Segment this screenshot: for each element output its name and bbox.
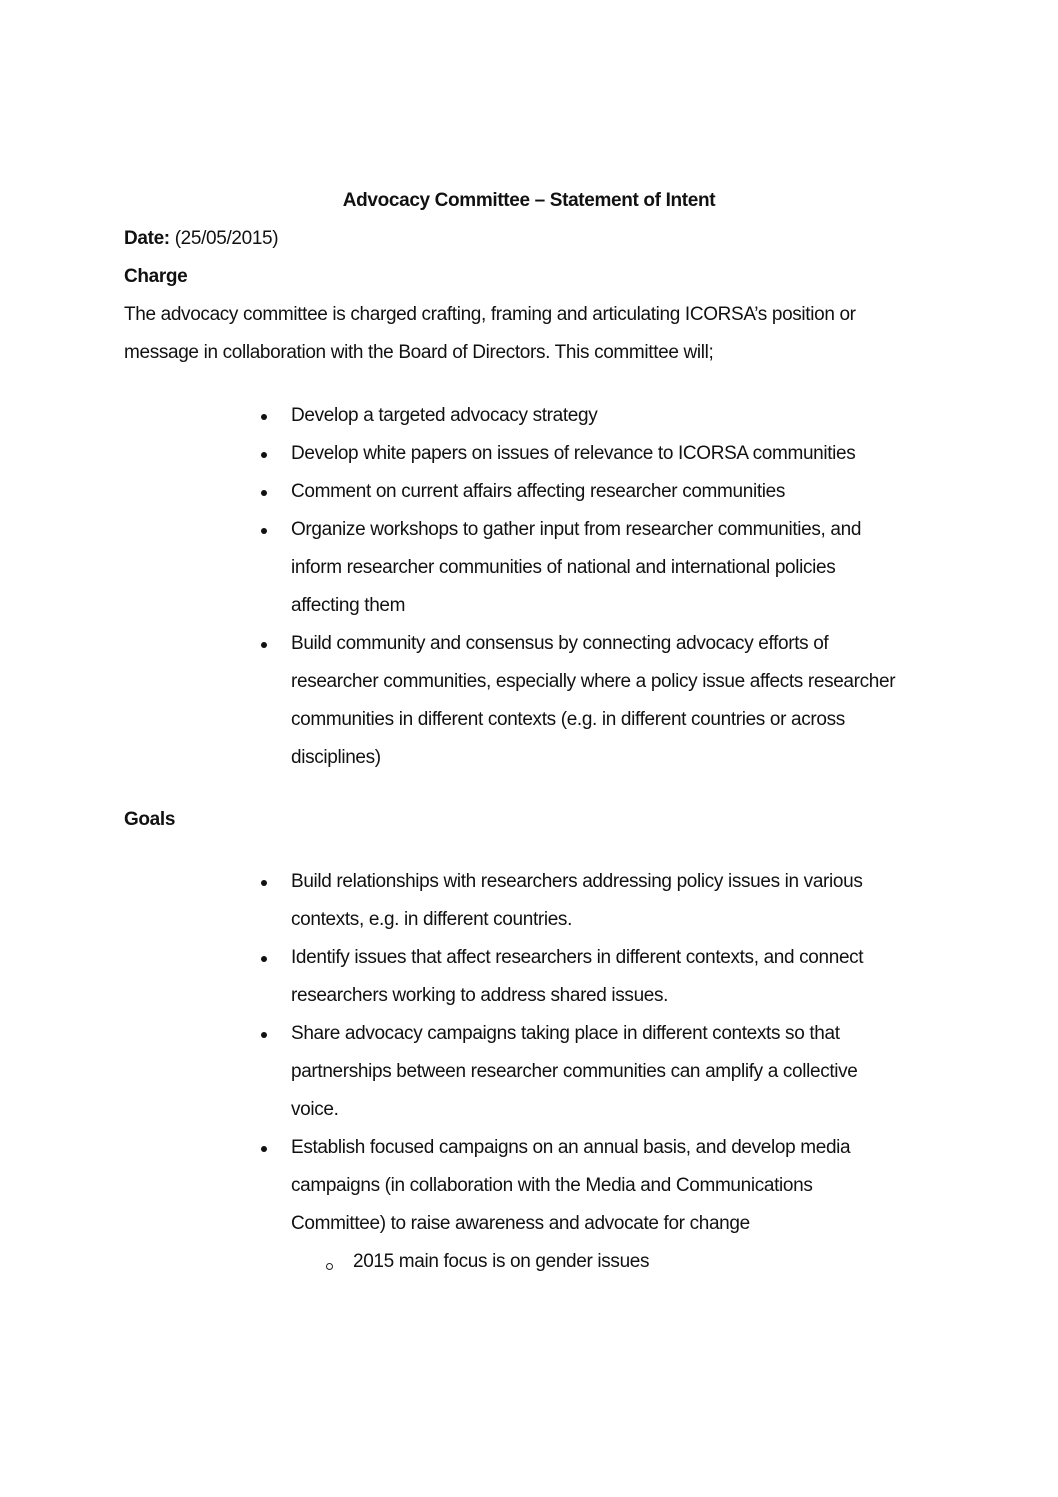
list-item-text: Organize workshops to gather input from researcher communities, and xyxy=(291,519,862,540)
date-value: (25/05/2015) xyxy=(169,228,279,249)
list-item-text: inform researcher communities of national and international policies xyxy=(291,557,836,578)
list-item-text: affecting them xyxy=(291,595,406,616)
circle-bullet-icon xyxy=(326,1263,333,1270)
bullet-icon xyxy=(261,880,267,886)
bullet-icon xyxy=(261,1146,267,1152)
charge-intro-line: message in collaboration with the Board of Directors. This committee will; xyxy=(124,342,714,363)
bullet-icon xyxy=(261,956,267,962)
list-item-text: Build relationships with researchers addressing policy issues in various xyxy=(291,871,863,892)
list-item-text: Identify issues that affect researchers in different contexts, and connect xyxy=(291,947,864,968)
date-line xyxy=(124,227,278,251)
charge-heading: Charge xyxy=(124,266,188,287)
list-item-text: campaigns (in collaboration with the Media and Communications xyxy=(291,1175,813,1196)
list-item-text: communities in different contexts (e.g. in different countries or across xyxy=(291,709,845,730)
bullet-icon xyxy=(261,490,267,496)
list-item-text: Build community and consensus by connecting advocacy efforts of xyxy=(291,633,829,654)
bullet-icon xyxy=(261,414,267,420)
bullet-icon xyxy=(261,642,267,648)
charge-intro-line: The advocacy committee is charged crafting, framing and articulating ICORSA’s position or xyxy=(124,304,856,325)
date-label: Date: xyxy=(124,228,170,249)
bullet-icon xyxy=(261,452,267,458)
bullet-icon xyxy=(261,1032,267,1038)
list-item-text: Committee) to raise awareness and advocate for change xyxy=(291,1213,750,1234)
list-item-text: Develop white papers on issues of relevance to ICORSA communities xyxy=(291,443,856,464)
list-item-text: Establish focused campaigns on an annual basis, and develop media xyxy=(291,1137,851,1158)
bullet-icon xyxy=(261,528,267,534)
goals-heading: Goals xyxy=(124,809,176,830)
sub-list-item-text: 2015 main focus is on gender issues xyxy=(353,1251,650,1272)
list-item-text: Develop a targeted advocacy strategy xyxy=(291,405,598,426)
list-item-text: researcher communities, especially where a policy issue affects researcher xyxy=(291,671,896,692)
list-item-text: voice. xyxy=(291,1099,339,1120)
list-item-text: Comment on current affairs affecting researcher communities xyxy=(291,481,785,502)
list-item-text: researchers working to address shared issues. xyxy=(291,985,669,1006)
list-item-text: contexts, e.g. in different countries. xyxy=(291,909,573,930)
list-item-text: Share advocacy campaigns taking place in different contexts so that xyxy=(291,1023,840,1044)
document-title: Advocacy Committee – Statement of Intent xyxy=(342,190,716,211)
list-item-text: partnerships between researcher communities can amplify a collective xyxy=(291,1061,858,1082)
list-item-text: disciplines) xyxy=(291,747,381,768)
